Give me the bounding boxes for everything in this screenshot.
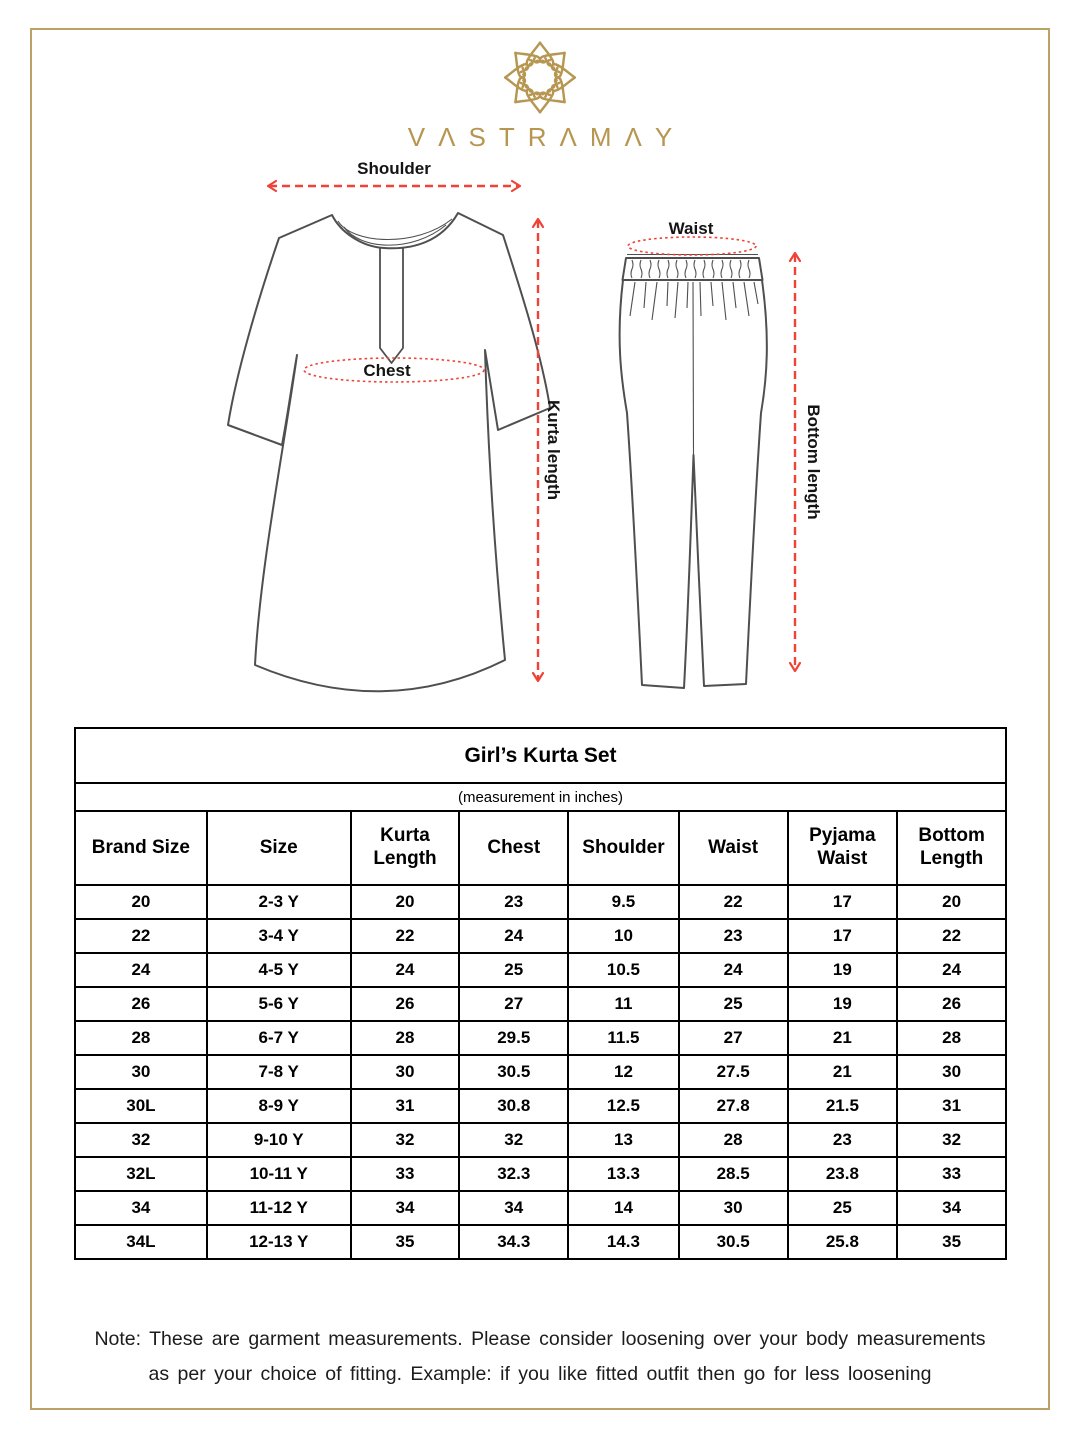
size-cell: 10.5 [568, 953, 679, 987]
size-cell: 25.8 [788, 1225, 898, 1259]
column-header: Waist [679, 811, 788, 885]
size-cell: 5-6 Y [207, 987, 351, 1021]
size-cell: 13 [568, 1123, 679, 1157]
size-row [75, 1157, 1006, 1191]
measurement-note [50, 1322, 1030, 1392]
size-cell: 6-7 Y [207, 1021, 351, 1055]
measurement-diagram [180, 148, 880, 726]
table-body [75, 885, 1006, 1259]
size-cell: 32 [897, 1123, 1006, 1157]
size-cell: 17 [788, 885, 898, 919]
size-cell: 28 [351, 1021, 460, 1055]
size-cell: 10 [568, 919, 679, 953]
note-line-2: as per your choice of fitting. Example: if you like fitted outfit then go for less loosening [148, 1363, 932, 1386]
column-header: Shoulder [568, 811, 679, 885]
column-header: Chest [459, 811, 568, 885]
size-cell: 27 [679, 1021, 788, 1055]
note-line-1: Note: These are garment measurements. Please consider loosening over your body measurements [94, 1328, 986, 1350]
column-header: Kurta Length [351, 811, 460, 885]
size-cell: 27.5 [679, 1055, 788, 1089]
size-cell: 2-3 Y [207, 885, 351, 919]
size-cell: 24 [75, 953, 207, 987]
size-cell: 17 [788, 919, 898, 953]
size-cell: 28 [897, 1021, 1006, 1055]
size-row [75, 1021, 1006, 1055]
size-cell: 32.3 [459, 1157, 568, 1191]
size-cell: 25 [788, 1191, 898, 1225]
size-cell: 27 [459, 987, 568, 1021]
waist-label: Waist [668, 219, 714, 238]
table-header-row [75, 811, 1006, 885]
size-cell: 34 [351, 1191, 460, 1225]
size-cell: 11 [568, 987, 679, 1021]
size-cell: 27.8 [679, 1089, 788, 1123]
size-cell: 34.3 [459, 1225, 568, 1259]
size-cell: 35 [351, 1225, 460, 1259]
size-cell: 30.5 [459, 1055, 568, 1089]
size-cell: 23 [679, 919, 788, 953]
size-cell: 28.5 [679, 1157, 788, 1191]
brand-logo [0, 36, 1080, 153]
size-cell: 23 [459, 885, 568, 919]
size-cell: 34L [75, 1225, 207, 1259]
size-cell: 22 [351, 919, 460, 953]
size-cell: 22 [679, 885, 788, 919]
vastramay-emblem-icon [493, 36, 587, 119]
size-cell: 32 [459, 1123, 568, 1157]
pyjama-drawing [620, 255, 767, 689]
column-header: Size [207, 811, 351, 885]
size-cell: 3-4 Y [207, 919, 351, 953]
size-cell: 33 [351, 1157, 460, 1191]
size-cell: 31 [897, 1089, 1006, 1123]
size-cell: 26 [897, 987, 1006, 1021]
size-cell: 32 [351, 1123, 460, 1157]
size-cell: 28 [679, 1123, 788, 1157]
size-cell: 21.5 [788, 1089, 898, 1123]
size-row [75, 1089, 1006, 1123]
size-cell: 24 [351, 953, 460, 987]
size-cell: 34 [459, 1191, 568, 1225]
size-cell: 11.5 [568, 1021, 679, 1055]
kurta-drawing [228, 213, 550, 691]
size-cell: 30 [679, 1191, 788, 1225]
size-cell: 28 [75, 1021, 207, 1055]
size-cell: 24 [679, 953, 788, 987]
size-row [75, 885, 1006, 919]
size-cell: 22 [75, 919, 207, 953]
size-cell: 21 [788, 1021, 898, 1055]
size-cell: 22 [897, 919, 1006, 953]
size-cell: 19 [788, 953, 898, 987]
size-cell: 20 [75, 885, 207, 919]
kurta-length-label: Kurta length [544, 399, 563, 501]
size-cell: 21 [788, 1055, 898, 1089]
bottom-length-label: Bottom length [804, 404, 823, 520]
size-cell: 24 [459, 919, 568, 953]
table-subtitle-row [75, 783, 1006, 811]
size-cell: 25 [459, 953, 568, 987]
size-cell: 25 [679, 987, 788, 1021]
size-cell: 20 [351, 885, 460, 919]
size-cell: 34 [897, 1191, 1006, 1225]
size-cell: 12-13 Y [207, 1225, 351, 1259]
shoulder-label: Shoulder [357, 159, 431, 178]
size-cell: 23 [788, 1123, 898, 1157]
table-subtitle: (measurement in inches) [75, 783, 1006, 811]
size-row [75, 953, 1006, 987]
size-cell: 10-11 Y [207, 1157, 351, 1191]
size-cell: 26 [75, 987, 207, 1021]
size-cell: 32L [75, 1157, 207, 1191]
size-row [75, 987, 1006, 1021]
size-cell: 29.5 [459, 1021, 568, 1055]
size-cell: 8-9 Y [207, 1089, 351, 1123]
size-row [75, 1055, 1006, 1089]
column-header: Bottom Length [897, 811, 1006, 885]
size-cell: 19 [788, 987, 898, 1021]
size-cell: 34 [75, 1191, 207, 1225]
size-row [75, 919, 1006, 953]
size-cell: 35 [897, 1225, 1006, 1259]
size-cell: 32 [75, 1123, 207, 1157]
size-row [75, 1225, 1006, 1259]
size-cell: 30L [75, 1089, 207, 1123]
size-cell: 12 [568, 1055, 679, 1089]
size-row [75, 1123, 1006, 1157]
size-cell: 23.8 [788, 1157, 898, 1191]
table-title: Girl’s Kurta Set [75, 728, 1006, 783]
size-cell: 9.5 [568, 885, 679, 919]
table-title-row [75, 728, 1006, 783]
size-cell: 7-8 Y [207, 1055, 351, 1089]
size-cell: 31 [351, 1089, 460, 1123]
size-cell: 26 [351, 987, 460, 1021]
size-cell: 30 [351, 1055, 460, 1089]
size-cell: 13.3 [568, 1157, 679, 1191]
size-cell: 4-5 Y [207, 953, 351, 987]
size-cell: 30.5 [679, 1225, 788, 1259]
column-header: Brand Size [75, 811, 207, 885]
size-cell: 20 [897, 885, 1006, 919]
brand-name: VΛSTRΛMΛY [407, 122, 686, 152]
size-cell: 9-10 Y [207, 1123, 351, 1157]
size-cell: 14 [568, 1191, 679, 1225]
size-table [74, 727, 1007, 1260]
size-cell: 11-12 Y [207, 1191, 351, 1225]
size-cell: 30.8 [459, 1089, 568, 1123]
size-cell: 33 [897, 1157, 1006, 1191]
size-cell: 24 [897, 953, 1006, 987]
column-header: Pyjama Waist [788, 811, 898, 885]
size-cell: 12.5 [568, 1089, 679, 1123]
size-cell: 14.3 [568, 1225, 679, 1259]
size-row [75, 1191, 1006, 1225]
chest-label: Chest [363, 361, 411, 380]
size-cell: 30 [75, 1055, 207, 1089]
size-cell: 30 [897, 1055, 1006, 1089]
